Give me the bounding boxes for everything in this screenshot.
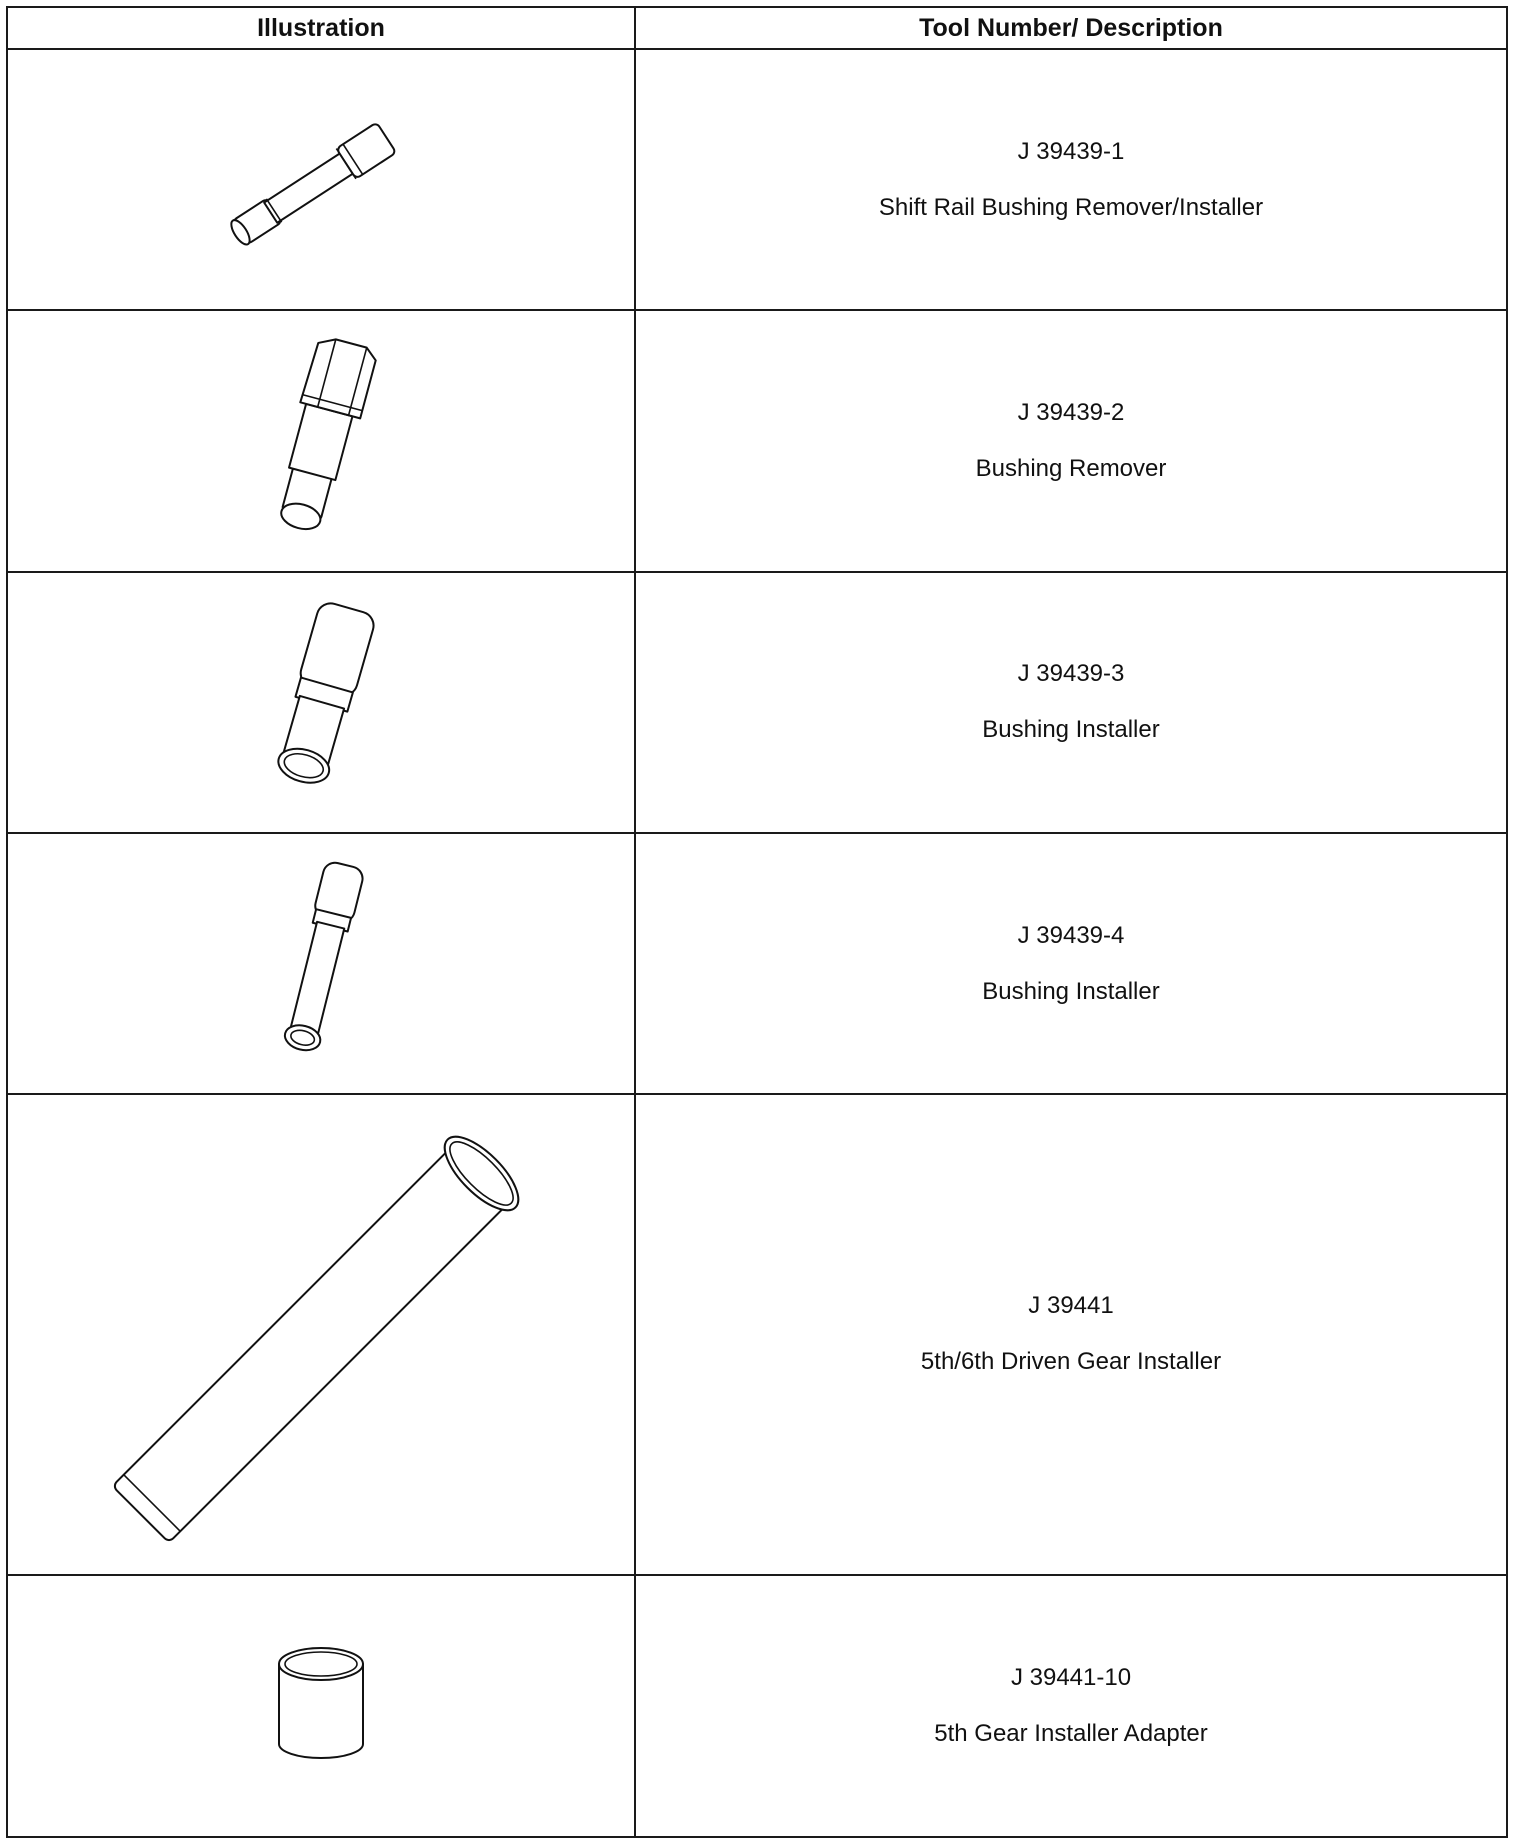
tool-number: J 39439-1 xyxy=(1017,137,1125,165)
tool-description: 5th Gear Installer Adapter xyxy=(934,1719,1208,1747)
tool-cell xyxy=(635,310,1507,571)
table-row xyxy=(7,49,1507,310)
bushing-installer-icon xyxy=(241,592,401,812)
tool-description: Shift Rail Bushing Remover/Installer xyxy=(878,193,1264,221)
illustration-column-header: Illustration xyxy=(7,7,635,49)
tool-description: 5th/6th Driven Gear Installer xyxy=(920,1348,1222,1376)
tool-description: Bushing Installer xyxy=(982,977,1160,1005)
tool-number: J 39439-4 xyxy=(1017,921,1125,949)
tool-cell xyxy=(635,1094,1507,1574)
table-row xyxy=(7,1575,1507,1837)
table-row xyxy=(7,572,1507,833)
tool-column-header: Tool Number/ Description xyxy=(635,7,1507,49)
tool-number: J 39439-3 xyxy=(1017,660,1125,688)
tool-number: J 39439-2 xyxy=(1017,398,1125,426)
tool-cell xyxy=(635,1575,1507,1837)
table-header-row xyxy=(7,7,1507,49)
illustration-cell xyxy=(7,49,635,310)
illustration-cell xyxy=(7,310,635,571)
illustration-cell xyxy=(7,572,635,833)
tool-description: Bushing Remover xyxy=(975,454,1167,482)
bushing-installer-small-icon xyxy=(251,854,391,1074)
bushing-remover-icon xyxy=(241,331,401,551)
tool-number: J 39441-10 xyxy=(1010,1663,1132,1691)
table-row xyxy=(7,833,1507,1094)
tool-description: Bushing Installer xyxy=(982,716,1160,744)
special-tools-table xyxy=(6,6,1508,1838)
table-row xyxy=(7,310,1507,571)
tool-cell xyxy=(635,572,1507,833)
illustration-cell xyxy=(7,1094,635,1574)
tool-cell xyxy=(635,833,1507,1094)
illustration-cell xyxy=(7,833,635,1094)
table-row xyxy=(7,1094,1507,1574)
gear-installer-adapter-icon xyxy=(261,1636,381,1776)
tool-number: J 39441 xyxy=(1028,1292,1114,1320)
tool-cell xyxy=(635,49,1507,310)
illustration-cell xyxy=(7,1575,635,1837)
driven-gear-installer-tube-icon xyxy=(86,1104,556,1564)
shift-rail-bushing-tool-icon xyxy=(211,100,431,260)
